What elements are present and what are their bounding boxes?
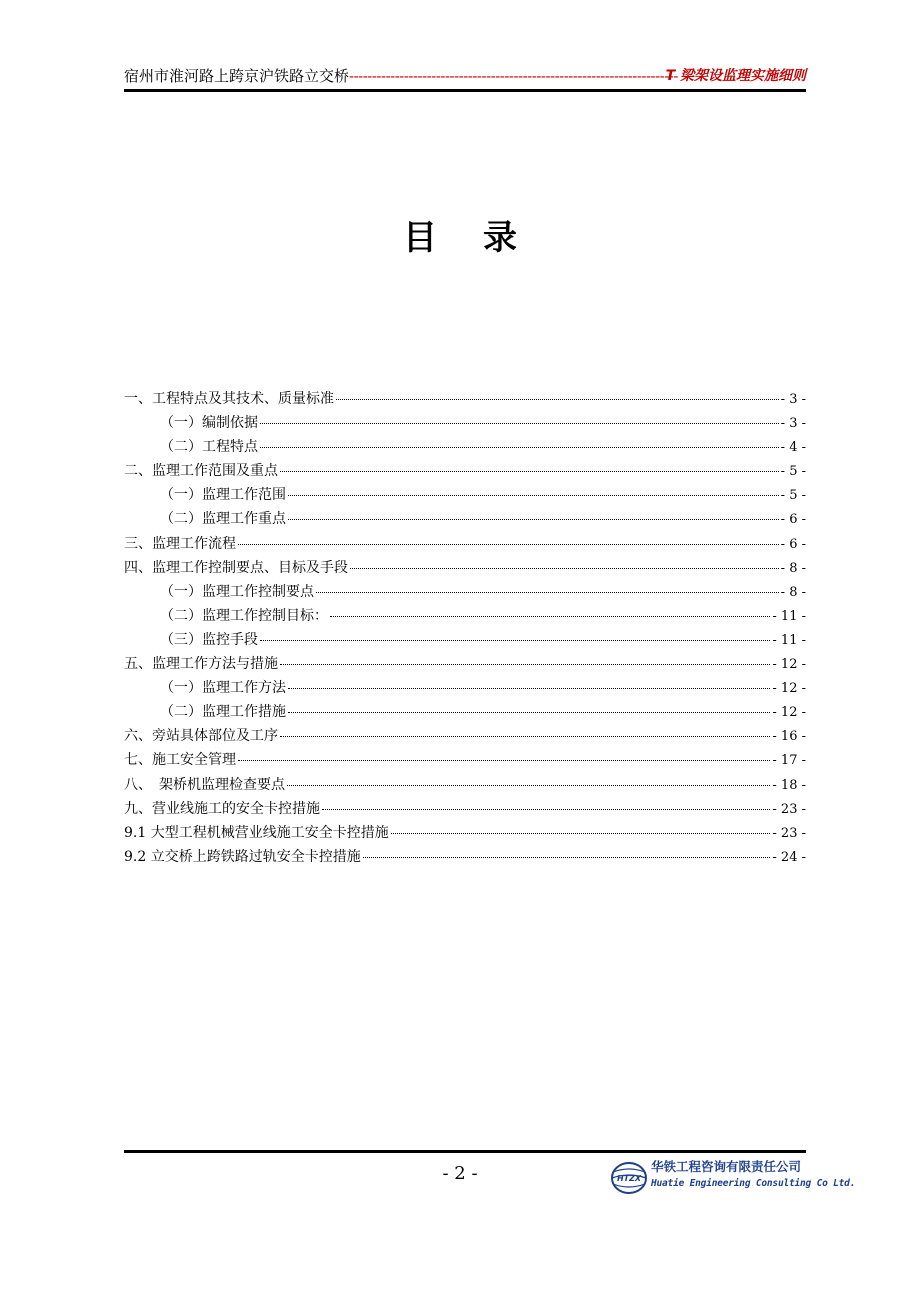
toc-entry-page: - 5 - [780, 488, 806, 504]
table-of-contents [124, 387, 806, 869]
toc-entry-page: - 3 - [780, 416, 806, 432]
toc-entry-page: - 5 - [780, 464, 806, 480]
toc-entry[interactable] [124, 387, 806, 411]
toc-entry[interactable] [124, 532, 806, 556]
toc-dot-leader [288, 698, 770, 713]
toc-entry-page: - 18 - [772, 777, 806, 793]
toc-entry[interactable] [124, 628, 806, 652]
toc-dot-leader [280, 722, 770, 737]
toc-entry-page: - 24 - [772, 849, 806, 865]
toc-entry[interactable] [124, 556, 806, 580]
company-logo-icon [610, 1160, 648, 1196]
toc-dot-leader [260, 409, 779, 424]
toc-entry[interactable] [124, 845, 806, 869]
toc-entry-page: - 11 - [772, 608, 806, 624]
header-rule [124, 89, 806, 92]
toc-entry-label: 9.1 大型工程机械营业线施工安全卡控措施 [124, 824, 389, 841]
toc-entry-page: - 12 - [772, 657, 806, 673]
toc-entry-label: （三）监控手段 [160, 631, 258, 648]
header-project-title: 宿州市淮河路上跨京沪铁路立交桥 [124, 67, 350, 85]
toc-dot-leader [288, 481, 779, 496]
company-name-en: Huatie Engineering Consulting Co Ltd. [651, 1178, 856, 1189]
toc-entry[interactable] [124, 435, 806, 459]
toc-dot-leader [391, 819, 771, 834]
toc-entry-label: 9.2 立交桥上跨铁路过轨安全卡控措施 [124, 848, 361, 865]
toc-entry-label: （一）监理工作范围 [160, 487, 286, 504]
toc-entry-label: （一）监理工作控制要点 [160, 583, 314, 600]
toc-dot-leader [280, 457, 779, 472]
toc-entry-page: - 23 - [772, 825, 806, 841]
toc-entry[interactable] [124, 676, 806, 700]
toc-entry-label: 二、监理工作范围及重点 [124, 463, 278, 480]
page-number: - 2 - [442, 1163, 478, 1184]
header-separator: ------------------------------------------------------------------------ [349, 67, 678, 85]
toc-entry-label: 五、监理工作方法与措施 [124, 656, 278, 673]
toc-entry-page: - 6 - [780, 536, 806, 552]
toc-entry-page: - 11 - [772, 632, 806, 648]
toc-entry-label: （二）监理工作重点 [160, 511, 286, 528]
toc-dot-leader [288, 505, 779, 520]
page-title: 目录 [403, 218, 563, 258]
toc-entry-page: - 12 - [772, 681, 806, 697]
toc-dot-leader [330, 602, 770, 617]
logo-text: HTZX [616, 1174, 642, 1183]
toc-entry[interactable] [124, 580, 806, 604]
toc-dot-leader [322, 795, 770, 810]
toc-entry-page: - 8 - [780, 560, 806, 576]
toc-dot-leader [260, 433, 779, 448]
toc-dot-leader [363, 843, 771, 858]
toc-entry[interactable] [124, 821, 806, 845]
toc-entry[interactable] [124, 652, 806, 676]
toc-dot-leader [280, 650, 770, 665]
toc-dot-leader [336, 385, 779, 400]
company-name-cn: 华铁工程咨询有限责任公司 [651, 1159, 802, 1174]
toc-entry-page: - 12 - [772, 705, 806, 721]
toc-entry-label: （二）工程特点 [160, 439, 258, 456]
toc-entry-label: 六、旁站具体部位及工序 [124, 728, 278, 745]
toc-entry-label: 一、工程特点及其技术、质量标准 [124, 391, 334, 407]
toc-entry[interactable] [124, 797, 806, 821]
toc-entry-page: - 17 - [772, 753, 806, 769]
toc-entry-page: - 16 - [772, 729, 806, 745]
page-header [124, 64, 806, 88]
toc-entry-label: （一）编制依据 [160, 415, 258, 432]
toc-dot-leader [316, 578, 779, 593]
toc-entry[interactable] [124, 459, 806, 483]
toc-entry-label: 九、营业线施工的安全卡控措施 [124, 800, 320, 817]
toc-entry-page: - 8 - [780, 584, 806, 600]
toc-entry-label: （二）监理工作措施 [160, 704, 286, 721]
toc-dot-leader [260, 626, 770, 641]
toc-dot-leader [288, 674, 770, 689]
toc-entry-page: - 3 - [780, 392, 806, 407]
toc-entry-page: - 6 - [780, 512, 806, 528]
header-document-title: T 梁架设监理实施细则 [665, 68, 806, 84]
toc-entry[interactable] [124, 483, 806, 507]
toc-entry[interactable] [124, 748, 806, 772]
toc-entry-page: - 23 - [772, 801, 806, 817]
toc-entry-label: 四、监理工作控制要点、目标及手段 [124, 559, 348, 576]
toc-entry-label: （二）监理工作控制目标： [160, 607, 328, 624]
toc-dot-leader [350, 554, 779, 569]
toc-entry[interactable] [124, 604, 806, 628]
toc-entry-page: - 4 - [780, 440, 806, 456]
toc-entry-label: 三、监理工作流程 [124, 535, 236, 552]
toc-entry[interactable] [124, 724, 806, 748]
toc-dot-leader [238, 530, 779, 545]
footer-rule [124, 1150, 806, 1153]
company-block [651, 1158, 856, 1192]
toc-entry[interactable] [124, 507, 806, 531]
toc-dot-leader [238, 746, 770, 761]
toc-entry[interactable] [124, 773, 806, 797]
toc-dot-leader [287, 771, 770, 786]
toc-entry[interactable] [124, 411, 806, 435]
toc-entry-label: 七、施工安全管理 [124, 752, 236, 769]
toc-entry-label: 八、 架桥机监理检查要点 [124, 776, 285, 793]
toc-entry[interactable] [124, 700, 806, 724]
toc-entry-label: （一）监理工作方法 [160, 680, 286, 697]
